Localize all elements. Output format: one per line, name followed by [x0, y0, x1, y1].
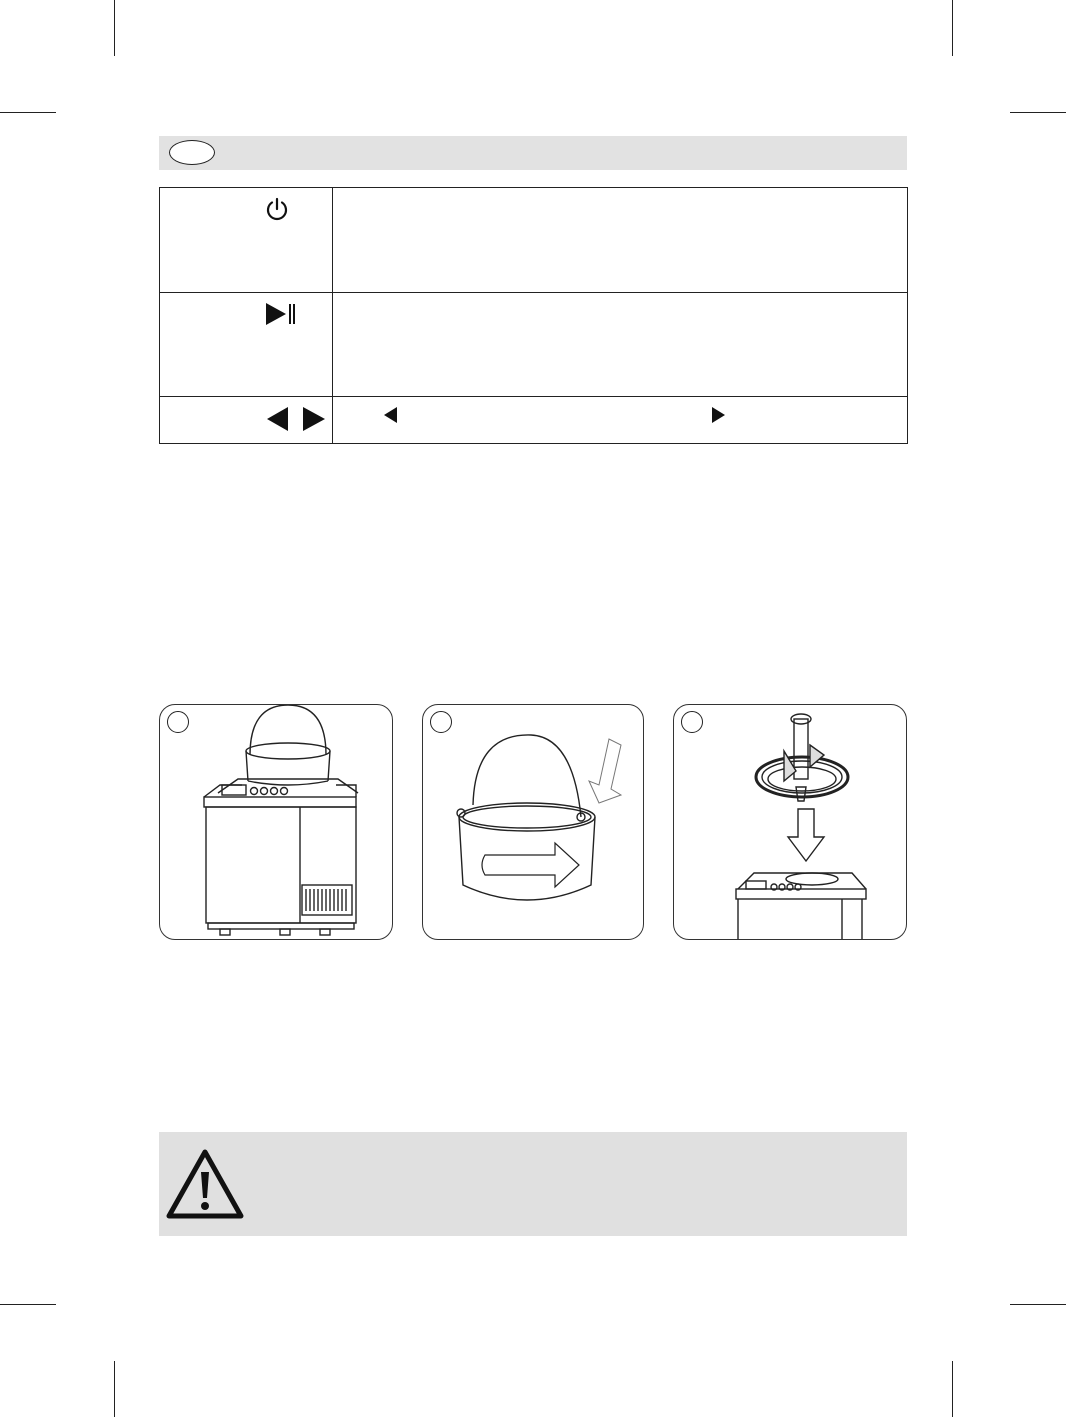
- crop-mark: [1010, 112, 1066, 113]
- left-arrow-icon: [383, 406, 399, 424]
- power-icon: [264, 196, 290, 222]
- left-right-arrows-icon: [266, 406, 328, 432]
- control-description-cell: [333, 397, 908, 444]
- crop-mark: [114, 0, 115, 56]
- controls-table: [159, 187, 908, 444]
- control-key-cell: [160, 188, 333, 293]
- play-pause-icon: [264, 301, 298, 327]
- language-badge: [169, 140, 215, 165]
- control-description-cell: [333, 188, 908, 293]
- figure-panel-3: [673, 704, 907, 940]
- right-arrow-icon: [710, 406, 726, 424]
- figure-panel-1: [159, 704, 393, 940]
- table-row: [160, 188, 908, 293]
- bowl-rotate-insert-icon: [423, 705, 644, 940]
- warning-box: [159, 1132, 907, 1236]
- paddle-lid-insert-icon: [674, 705, 907, 940]
- control-key-cell: [160, 293, 333, 397]
- ice-cream-maker-with-bowl-icon: [160, 705, 393, 940]
- table-row: [160, 293, 908, 397]
- crop-mark: [952, 1361, 953, 1417]
- crop-mark: [1010, 1304, 1066, 1305]
- crop-mark: [952, 0, 953, 56]
- figure-panel-2: [422, 704, 644, 940]
- crop-mark: [0, 1304, 56, 1305]
- crop-mark: [114, 1361, 115, 1417]
- table-row: [160, 397, 908, 444]
- crop-mark: [0, 112, 56, 113]
- control-description-cell: [333, 293, 908, 397]
- control-key-cell: [160, 397, 333, 444]
- warning-triangle-icon: [165, 1148, 245, 1220]
- section-header-bar: [159, 136, 907, 170]
